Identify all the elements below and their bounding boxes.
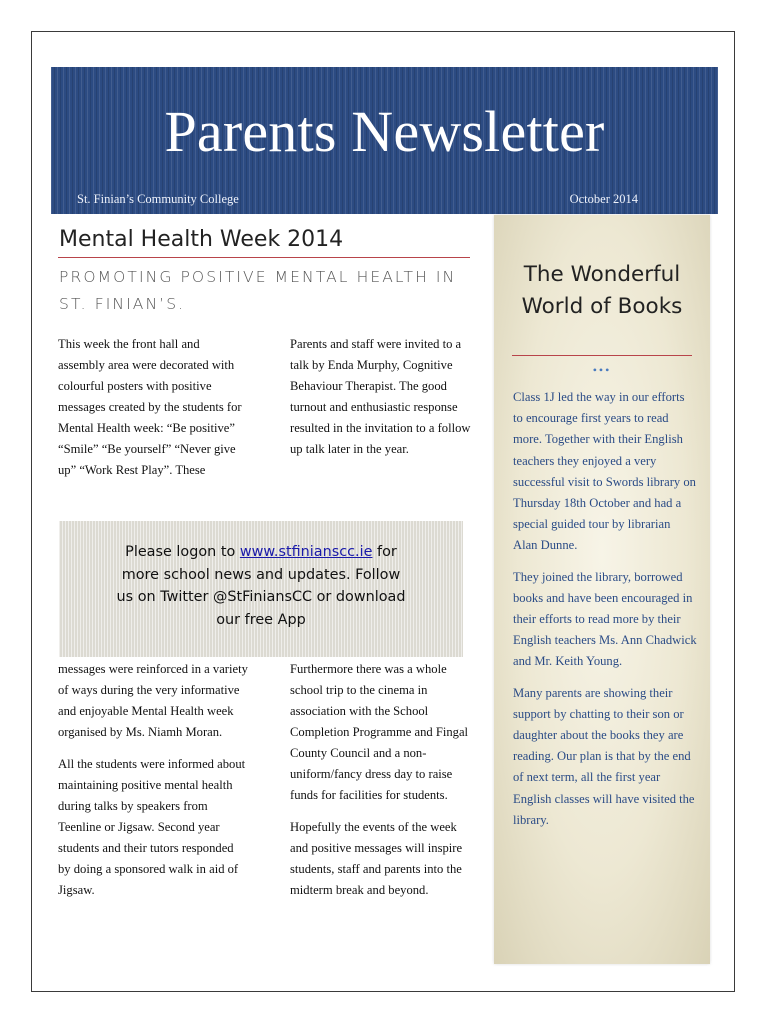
- masthead-banner: [51, 67, 718, 214]
- school-name: St. Finian’s Community College: [77, 192, 239, 206]
- article-paragraph: All the students were informed about maintaining positive mental health during talks by speakers from Teenline or Jigsaw. Second year students and their tutors responded by doing a sponsored walk in aid of Jigsaw.: [58, 757, 246, 897]
- issue-date: October 2014: [569, 192, 638, 206]
- heading-divider: [58, 257, 470, 258]
- sidebar-paragraph: They joined the library, borrowed books and have been encouraged in their efforts to read more by their English teachers Ms. Ann Chadwick and Mr. Keith Young.: [513, 569, 697, 669]
- sidebar-divider: [512, 355, 692, 356]
- callout-line-4: our free App: [216, 611, 306, 628]
- article-column-2-top: [290, 334, 475, 471]
- callout-text: Please logon to: [125, 544, 240, 560]
- books-sidebar: [494, 215, 710, 964]
- article-paragraph: This week the front hall and assembly area were decorated with colourful posters with positive messages created by the students for Mental Health week: “Be positive” “Smile” “Be yourself” “Never give up” “Work Rest Play”. These: [58, 337, 242, 477]
- sidebar-title: The Wonderful World of Books: [521, 262, 683, 319]
- article-column-2-bottom: [290, 659, 472, 912]
- article-paragraph: messages were reinforced in a variety of ways during the very informative and enjoyable Mental Health week organised by Ms. Niamh Moran.: [58, 662, 248, 739]
- article-heading: Mental Health Week 2014: [59, 227, 344, 252]
- ornament-dots: •••: [592, 363, 612, 377]
- article-column-1-bottom: [58, 659, 248, 912]
- callout-line-2: more school news and updates. Follow: [121, 566, 401, 583]
- article-paragraph: Furthermore there was a whole school trip to the cinema in association with the School Completion Programme and Fingal County Council and a non-uniform/fancy dress day to raise funds for facilities for students.: [290, 662, 469, 802]
- callout-text: for: [372, 544, 397, 560]
- article-paragraph: Hopefully the events of the week and positive messages will inspire students, staff and parents into the midterm break and beyond.: [290, 820, 463, 897]
- website-link[interactable]: www.stfinianscc.ie: [239, 544, 373, 560]
- callout-line-3: us on Twitter @StFiniansCC or download: [116, 589, 406, 605]
- website-callout-box: [59, 521, 463, 657]
- article-subheading: PROMOTING POSITIVE MENTAL HEALTH IN ST. FINIAN’S.: [59, 268, 457, 313]
- sidebar-paragraph: Many parents are showing their support by chatting to their son or daughter about the books they are reading. Our plan is that by the end of next term, all the first year English classes will have visited the library.: [513, 685, 695, 827]
- article-paragraph: Parents and staff were invited to a talk by Enda Murphy, Cognitive Behaviour Therapist. The good turnout and enthusiastic response resulted in the invitation to a follow up talk later in the year.: [290, 337, 471, 456]
- callout-line-1: [59, 541, 463, 564]
- article-column-1-top: [58, 334, 248, 492]
- sidebar-paragraph: Class 1J led the way in our efforts to encourage first years to read more. Together with their English teachers they enjoyed a very successful visit to Swords library on Thursday 18th October and had a special guided tour by librarian Alan Dunne.: [513, 390, 696, 553]
- newsletter-title: Parents Newsletter: [164, 99, 605, 164]
- sidebar-body: [513, 387, 697, 841]
